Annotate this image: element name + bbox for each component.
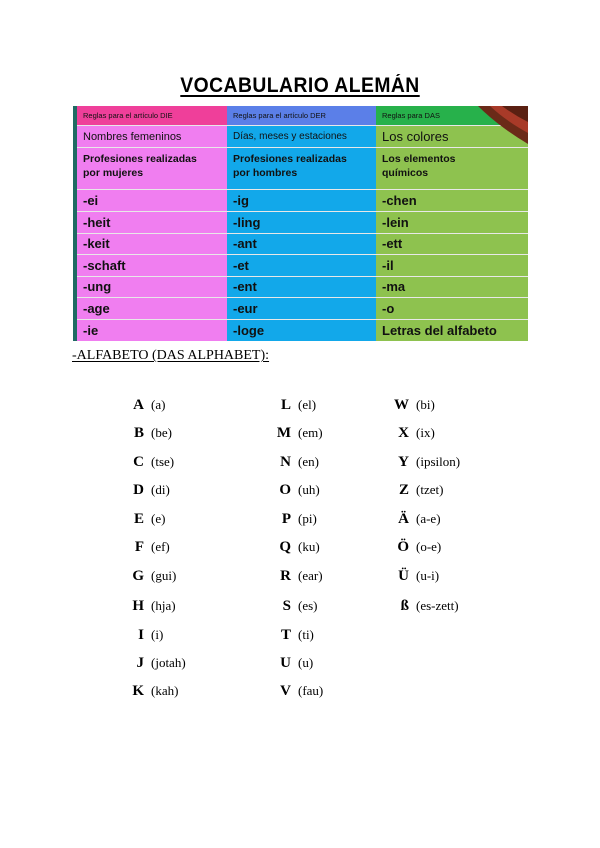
alphabet-letter: B: [133, 425, 144, 441]
rule-cell: Nombres femeninos: [77, 126, 227, 148]
alphabet-pronunciation: (ti): [298, 627, 314, 642]
alphabet-letter: R: [280, 568, 291, 584]
alphabet-pronunciation: (tse): [151, 454, 175, 469]
suffix-cell: -ei: [77, 190, 227, 212]
alphabet-pronunciation: (kah): [151, 683, 179, 698]
alphabet-letter: D: [133, 482, 144, 498]
alphabet-pronunciation: (ef): [151, 539, 170, 554]
alphabet-letter: G: [132, 568, 144, 584]
alphabet-pronunciation: (o-e): [416, 539, 442, 554]
alphabet-pronunciation: (u-i): [416, 568, 440, 583]
alphabet-letter: Ä: [398, 511, 409, 527]
alphabet-pronunciation: (es): [298, 598, 318, 613]
column-header: Reglas para DAS: [376, 106, 528, 126]
suffix-cell: -ig: [227, 190, 376, 212]
alphabet-pronunciation: (gui): [151, 568, 177, 583]
alphabet-letter: A: [133, 397, 144, 413]
alphabet-letter: E: [133, 511, 144, 527]
alphabet-pronunciation: (uh): [298, 482, 320, 497]
decorative-corner-swirl: [458, 106, 528, 146]
rule-line: Profesiones realizadas: [83, 153, 197, 165]
alphabet-letter: T: [280, 627, 291, 643]
alphabet-letter: U: [280, 655, 291, 671]
rule-line: Los elementos: [382, 153, 456, 165]
alphabet-pronunciation: (en): [298, 454, 319, 469]
rule-cell-two-line: [77, 148, 227, 190]
alphabet-pronunciation: (jotah): [151, 655, 186, 670]
suffix-cell: -ung: [77, 276, 227, 298]
alphabet-pronunciation: (di): [151, 482, 170, 497]
alphabet-pronunciation: (fau): [298, 683, 324, 698]
suffix-cell: -ant: [227, 233, 376, 255]
alphabet-letter: N: [280, 454, 291, 470]
column-der: [227, 106, 376, 341]
alphabet-pronunciation: (hja): [151, 598, 176, 613]
rule-cell: Los colores: [376, 126, 528, 148]
column-header: Reglas para el artículo DER: [227, 106, 376, 126]
alphabet-letter: O: [279, 482, 291, 498]
page-title: VOCABULARIO ALEMÁN: [180, 74, 420, 97]
rule-cell: Días, meses y estaciones: [227, 126, 376, 148]
alphabet-letter: H: [132, 598, 144, 614]
alphabet-letter: S: [282, 598, 291, 614]
suffix-cell: -age: [77, 298, 227, 320]
alphabet-letter: M: [276, 425, 291, 441]
alphabet-letter: Ö: [397, 539, 409, 555]
alphabet-letter: W: [394, 397, 409, 413]
alphabet-pronunciation: (u): [298, 655, 314, 670]
alphabet-pronunciation: (i): [151, 627, 164, 642]
alphabet-letter: V: [280, 683, 291, 699]
alphabet-letter: Z: [398, 482, 409, 498]
suffix-cell: -keit: [77, 233, 227, 255]
alphabet-pronunciation: (a): [151, 397, 166, 412]
suffix-cell: -il: [376, 255, 528, 277]
alphabet-pronunciation: (tzet): [416, 482, 444, 497]
suffix-cell: -chen: [376, 190, 528, 212]
alphabet-letter: Y: [398, 454, 409, 470]
alphabet-pronunciation: (ipsilon): [416, 454, 461, 469]
alphabet-letter: L: [280, 397, 291, 413]
alphabet-letter: P: [281, 511, 291, 527]
alphabet-pronunciation: (a-e): [416, 511, 441, 526]
alphabet-pronunciation: (pi): [298, 511, 317, 526]
suffix-cell: Letras del alfabeto: [376, 320, 528, 341]
rule-line: químicos: [382, 167, 429, 179]
article-rules-table: [73, 106, 528, 341]
suffix-cell: -ett: [376, 233, 528, 255]
alphabet-pronunciation: (e): [151, 511, 166, 526]
alphabet-letter: Q: [279, 539, 291, 555]
alphabet-letter: J: [136, 655, 144, 671]
suffix-cell: -ent: [227, 276, 376, 298]
suffix-cell: -schaft: [77, 255, 227, 277]
alphabet-pronunciation: (es-zett): [416, 598, 459, 613]
alphabet-pronunciation: (el): [298, 397, 317, 412]
alphabet-letter: F: [134, 539, 144, 555]
suffix-cell: -ie: [77, 320, 227, 341]
alphabet-heading: -ALFABETO (DAS ALPHABET):: [72, 348, 270, 363]
suffix-cell: -loge: [227, 320, 376, 341]
alphabet-pronunciation: (ku): [298, 539, 320, 554]
suffix-cell: -lein: [376, 212, 528, 234]
rule-line: por hombres: [233, 167, 298, 179]
rule-cell-two-line: [227, 148, 376, 190]
suffix-cell: -ma: [376, 276, 528, 298]
alphabet-letter: K: [132, 683, 144, 699]
suffix-cell: -eur: [227, 298, 376, 320]
suffix-cell: -et: [227, 255, 376, 277]
rule-line: por mujeres: [83, 167, 144, 179]
alphabet-pronunciation: (be): [151, 425, 172, 440]
rule-cell-two-line: [376, 148, 528, 190]
alphabet-letter: C: [133, 454, 144, 470]
column-header: Reglas para el artículo DIE: [77, 106, 227, 126]
alphabet-letter: I: [138, 627, 144, 643]
alphabet-letter: X: [398, 425, 409, 441]
alphabet-pronunciation: (ix): [416, 425, 435, 440]
alphabet-letter: ß: [400, 598, 409, 614]
suffix-cell: -ling: [227, 212, 376, 234]
alphabet-letter: Ü: [398, 568, 409, 584]
alphabet-pronunciation: (bi): [416, 397, 435, 412]
alphabet-pronunciation: (ear): [298, 568, 323, 583]
alphabet-pronunciation: (em): [298, 425, 323, 440]
suffix-cell: -o: [376, 298, 528, 320]
suffix-cell: -heit: [77, 212, 227, 234]
column-die: [77, 106, 227, 341]
rule-line: Profesiones realizadas: [233, 153, 347, 165]
column-das: [376, 106, 528, 341]
